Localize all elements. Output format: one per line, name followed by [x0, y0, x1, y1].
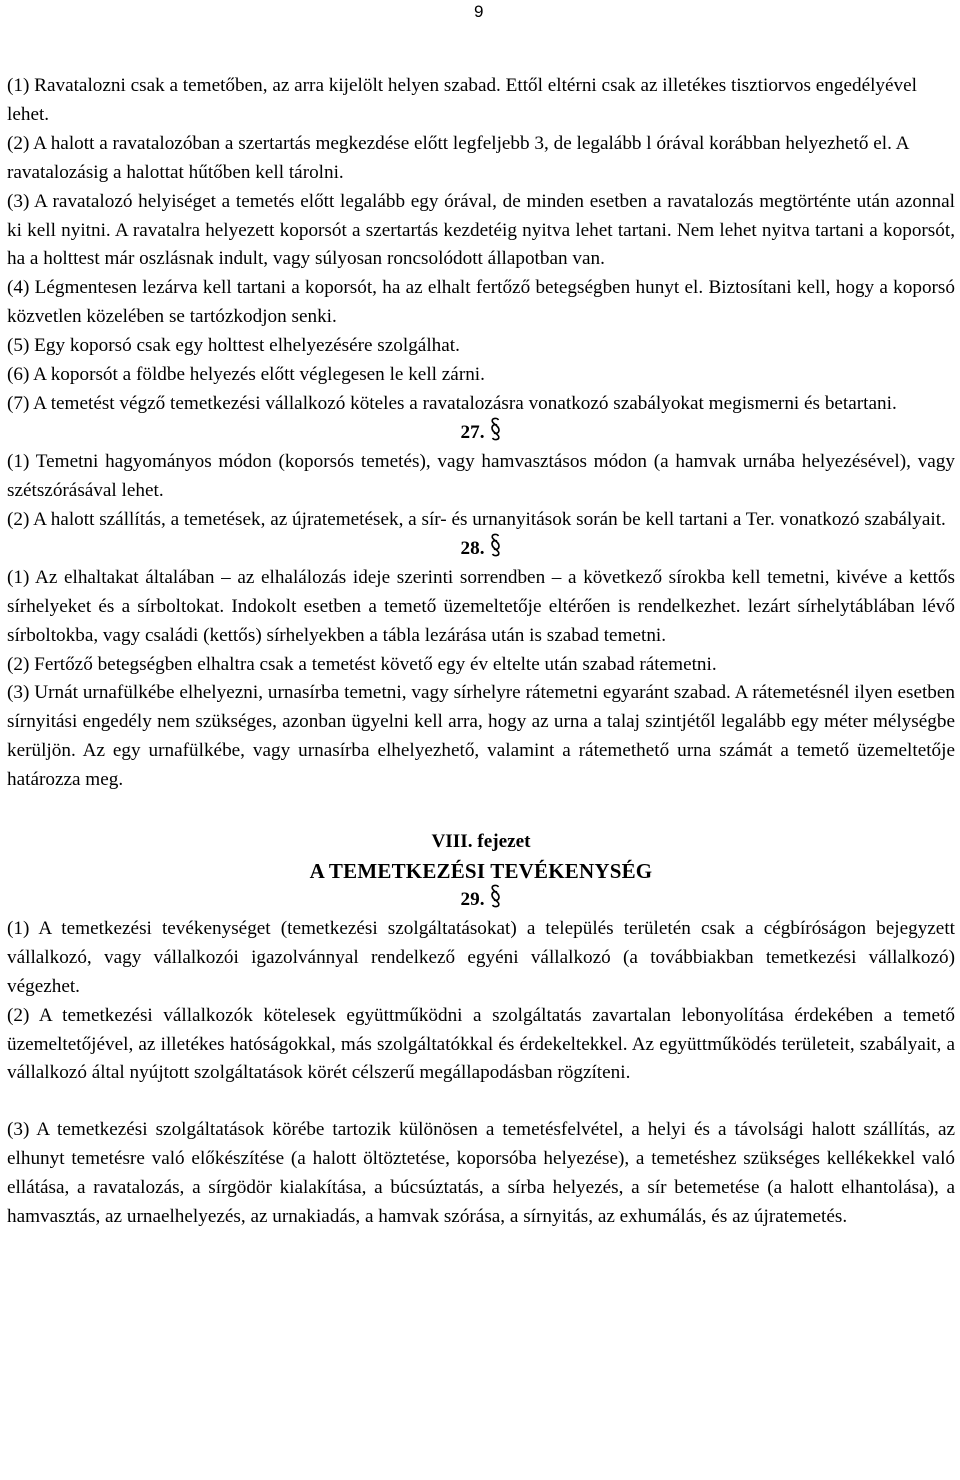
paragraph-28-3: (3) Urnát urnafülkébe elhelyezni, urnasírba temetni, vagy sírhelyre rátemetni egyaránt szabad. A rátemetésnél ilyen esetben sírnyitási engedély nem szükséges, azonban ügyelni kell arra, hogy az urna a talaj szintjétől legalább egy méter mélységbe kerüljön. Az egy urnafülkébe, vagy urnasírba elhelyezhető, valamint a rátemethető urna számát a temető üzemeltetője határozza meg. — [7, 682, 955, 791]
paragraph-3: (3) A ravatalozó helyiséget a temetés előtt legalább egy órával, de minden esetben a ravatalozás megtörténte után azonnal ki kell nyitni. A ravatalra helyezett koporsót a szertartás kezdetéig nyitva lehet tartani. Nem lehet nyitva tartani a koporsót, ha a holttest már oszlásnak indult, vagy súlyosan roncsolódott állapotban van. — [7, 190, 955, 270]
paragraph-27-2: (2) A halott szállítás, a temetések, az újratemetések, a sír- és urnanyitások során be kell tartani a Ter. vonatkozó szabályait. — [7, 508, 946, 530]
paragraph-6: (6) A koporsót a földbe helyezés előtt véglegesen le kell zárni. — [7, 364, 485, 386]
document-body — [7, 72, 955, 1232]
paragraph-29-3: (3) A temetkezési szolgáltatások körébe tartozik különösen a temetésfelvétel, a helyi és a távolsági halott szállítás, az elhunyt temetésre való előkészítése (a halott öltöztetése, koporsóba helyezése), a temetéshez szükséges kellékekkel való ellátása, a ravatalozás, a sírgödör kialakítása, a búcsúztatás, a sírba helyezés, a sír betemetése (a halott elhantolása), a hamvasztás, az urnaelhelyezés, az urnakiadás, a hamvak szórása, a sírnyitás, az exhumálás, és az újratemetés. — [7, 1119, 955, 1228]
chapter-title: A TEMETKEZÉSI TEVÉKENYSÉG — [309, 858, 653, 883]
page-number: 9 — [474, 2, 484, 21]
section-heading-29 — [7, 886, 955, 915]
paragraph-4: (4) Légmentesen lezárva kell tartani a koporsót, ha az elhalt fertőző betegségben hunyt el. Biztosítani kell, hogy a koporsó közvetlen közelében se tartózkodjon senki. — [7, 277, 955, 328]
paragraph-29-1: (1) A temetkezési tevékenységet (temetkezési szolgáltatásokat) a település területén csak a cégbíróságon bejegyzett vállalkozó, vagy vállalkozói igazolvánnyal rendelkező egyéni vállalkozó (a továbbiakban temetkezési vállalkozó) végezhet. — [7, 917, 955, 997]
section-sign-icon — [490, 535, 501, 554]
paragraph-29-2: (2) A temetkezési vállalkozók kötelesek együttműködni a szolgáltatás zavartalan lebonyolítása érdekében a temető üzemeltetőjével, az illetékes hatóságokkal, más szolgáltatókkal és érdekeltekkel. Az együttműködés területeit, szabályait, a vállalkozó által nyújtott szolgáltatások körét célszerű megállapodásban rögzíteni. — [7, 1004, 955, 1084]
section-heading-27 — [7, 419, 955, 448]
section-number: 29. — [460, 889, 485, 911]
section-heading-28 — [7, 535, 955, 564]
paragraph-7: (7) A temetést végző temetkezési vállalkozó köteles a ravatalozásra vonatkozó szabályokat megismerni és betartani. — [7, 392, 897, 414]
paragraph-1: (1) Ravatalozni csak a temetőben, az arra kijelölt helyen szabad. Ettől eltérni csak az illetékes tisztiorvos engedélyével lehet. — [7, 75, 917, 125]
paragraph-28-2: (2) Fertőző betegségben elhaltra csak a temetést követő egy év eltelte után szabad rátemetni. — [7, 653, 717, 675]
section-number: 28. — [460, 537, 485, 559]
paragraph-27-1: (1) Temetni hagyományos módon (koporsós temetés), vagy hamvasztásos módon (a hamvak urnába helyezésével), vagy szétszórásával lehet. — [7, 450, 955, 501]
section-number: 27. — [460, 422, 485, 444]
paragraph-28-1: (1) Az elhaltakat általában – az elhalálozás ideje szerinti sorrendben – a következő sírokba kell temetni, kivéve a kettős sírhelyeket és a sírboltokat. Indokolt esetben a temető üzemeltetője eltérően is rendelkezhet. lezárt sírhelytáblában lévő sírboltokba, vagy családi (kettős) sírhelyekben a tábla lezárása után is szabad temetni. — [7, 566, 955, 646]
section-sign-icon — [490, 886, 501, 905]
section-sign-icon — [490, 419, 501, 438]
paragraph-2: (2) A halott a ravatalozóban a szertartás megkezdése előtt legfeljebb 3, de legalább l órával korábban helyezhető el. A ravatalozásig a halottat hűtőben kell tárolni. — [7, 132, 909, 183]
paragraph-5: (5) Egy koporsó csak egy holttest elhelyezésére szolgálhat. — [7, 335, 460, 357]
chapter-number: VIII. fejezet — [431, 831, 531, 853]
